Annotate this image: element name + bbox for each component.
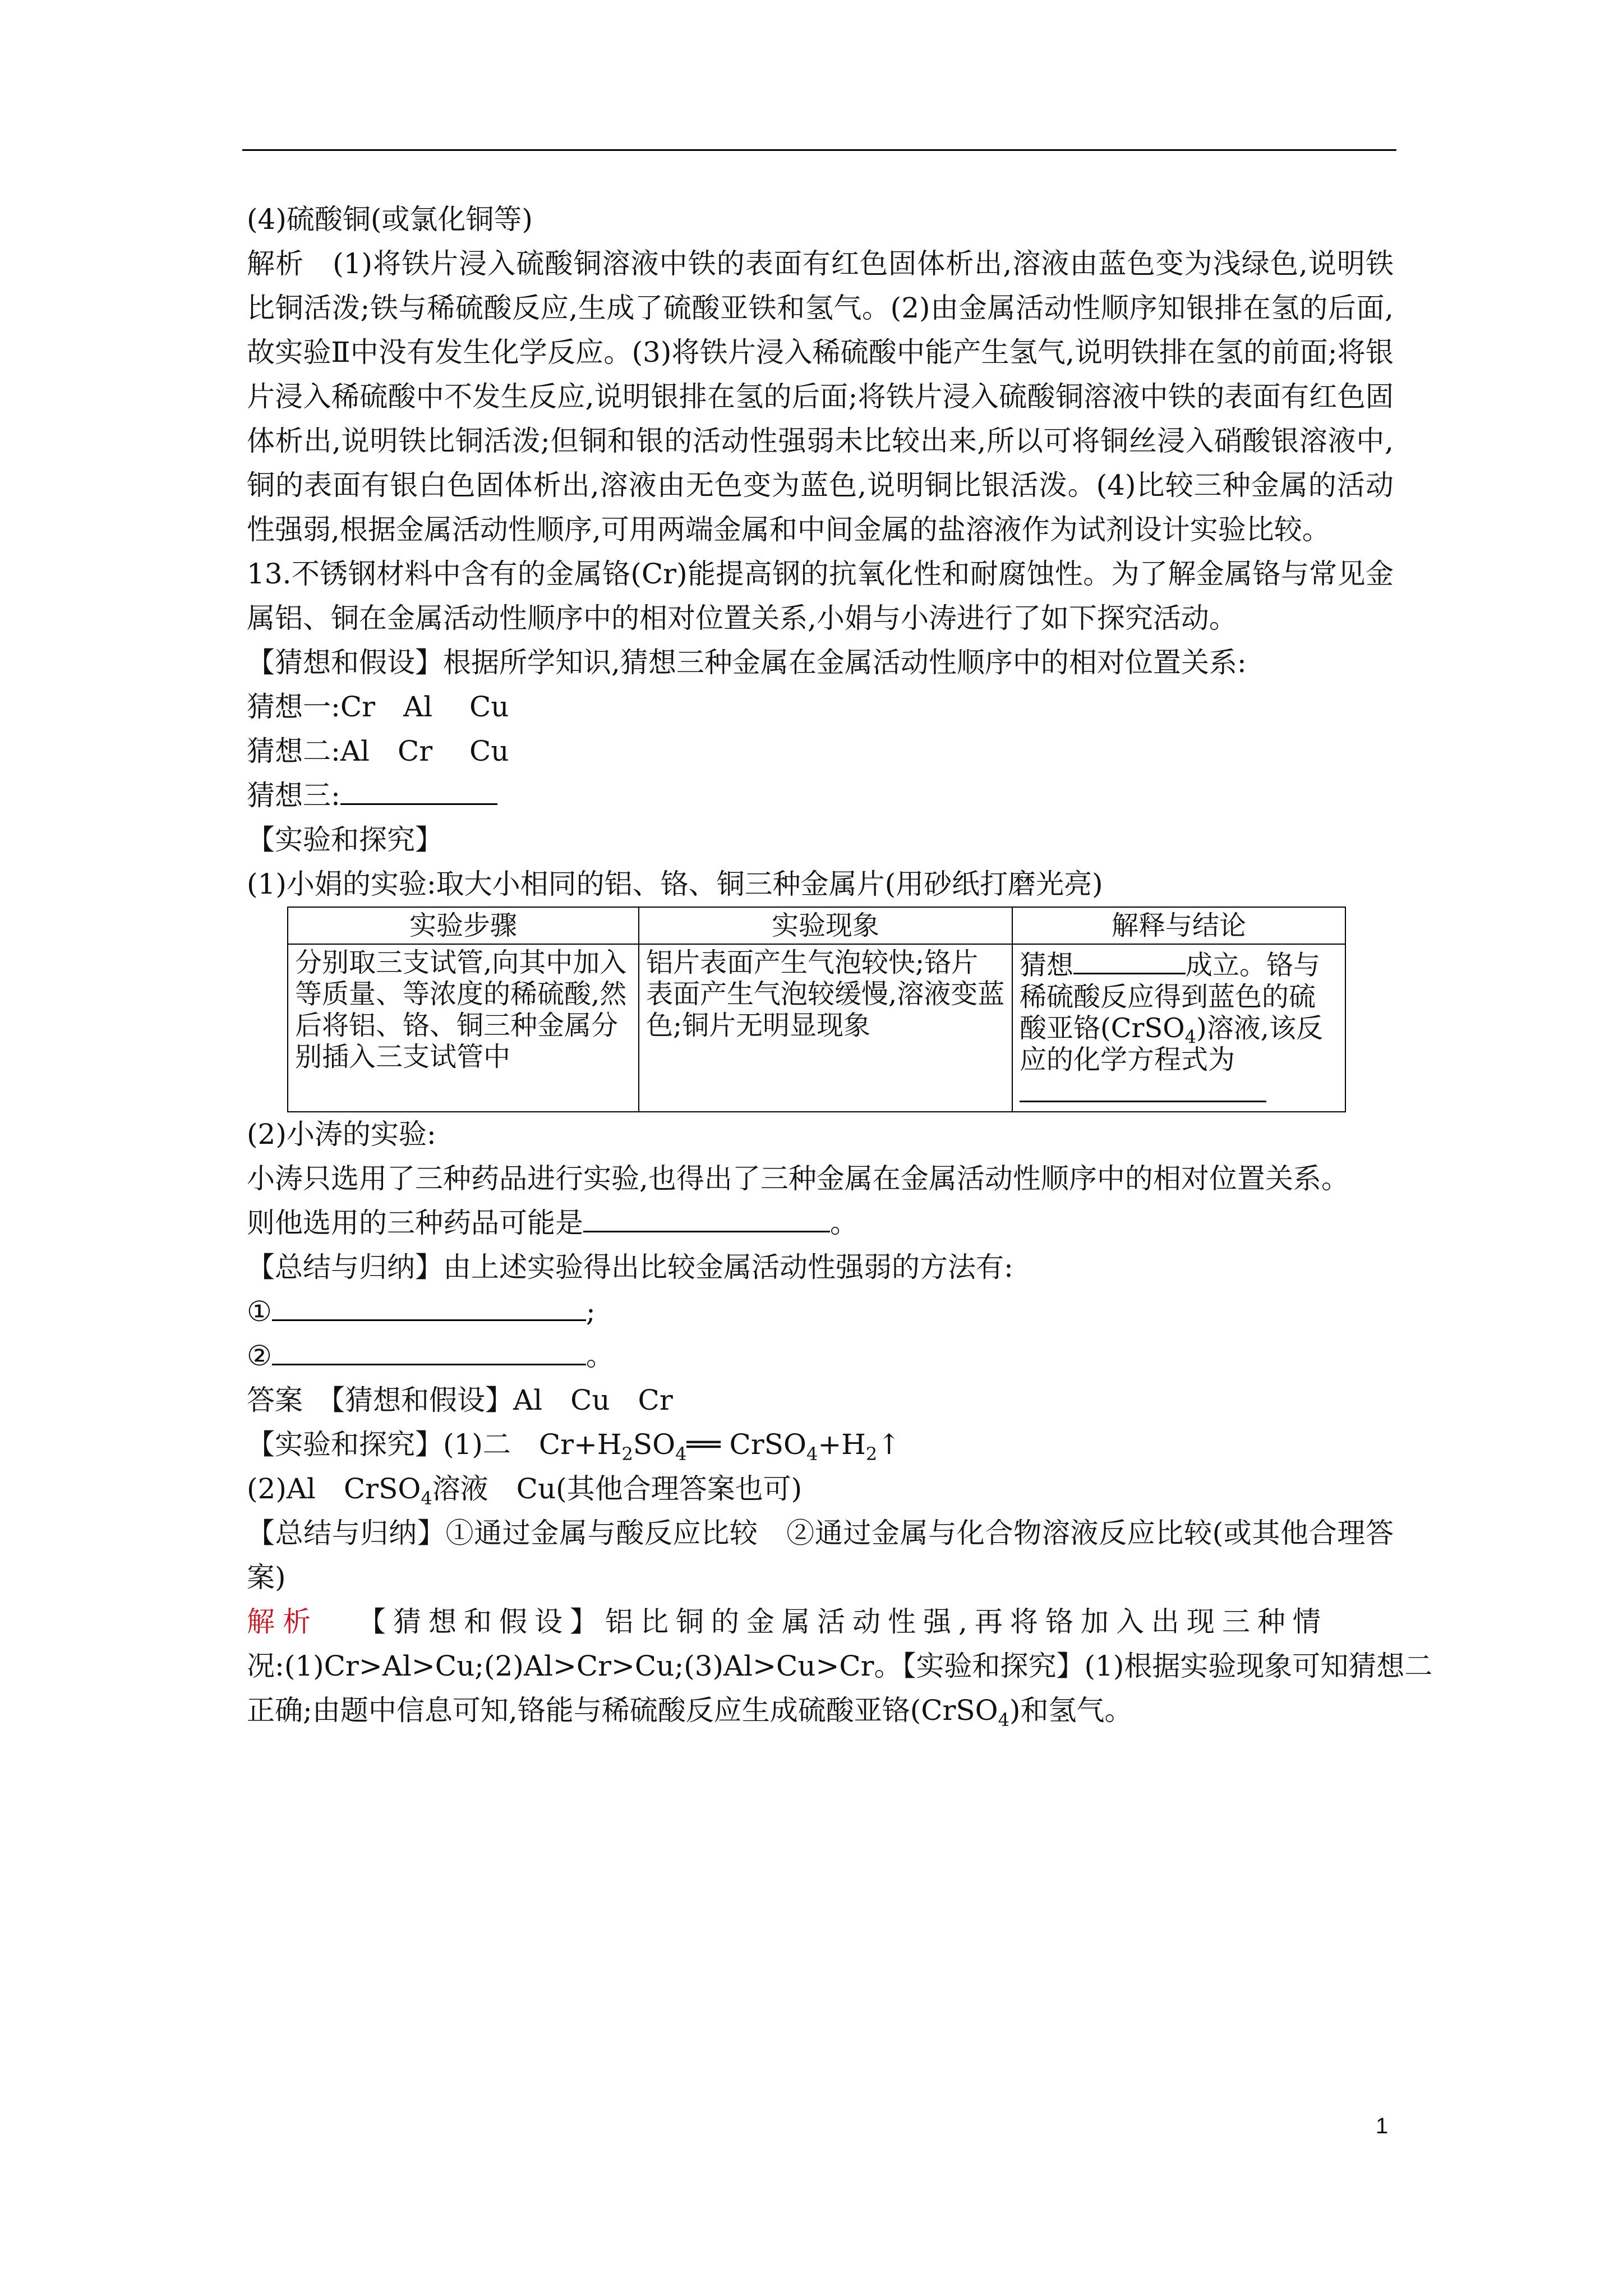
summary-blank-1[interactable] bbox=[272, 1293, 586, 1322]
header-rule bbox=[242, 149, 1396, 151]
answer-experiment-2: (2)Al CrSO$_4$溶液 Cu(其他合理答案也可) bbox=[247, 1473, 803, 1510]
reagents-blank[interactable] bbox=[583, 1204, 830, 1233]
summary-blank-2[interactable] bbox=[272, 1337, 586, 1366]
question-13: 13.不锈钢材料中含有的金属铬(Cr)能提高钢的抗氧化性和耐腐蚀性。为了解金属铬与常见金属铝、铜在金属活动性顺序中的相对位置关系,小娟与小涛进行了如下探究活动。 bbox=[247, 558, 1394, 634]
hypothesis-intro: 【猜想和假设】根据所学知识,猜想三种金属在金属活动性顺序中的相对位置关系: bbox=[247, 646, 1247, 679]
answer-line-4: (4)硫酸铜(或氯化铜等) bbox=[247, 203, 533, 236]
experiment-table bbox=[287, 907, 1346, 1112]
guess-1: 猜想一:Cr Al Cu bbox=[247, 691, 509, 723]
table-header: 实验步骤 bbox=[288, 907, 639, 944]
table-header: 实验现象 bbox=[639, 907, 1012, 944]
guess-2: 猜想二:Al Cr Cu bbox=[247, 735, 509, 767]
answer-summary: 【总结与归纳】①通过金属与酸反应比较 ②通过金属与化合物溶液反应比较(或其他合理答案) bbox=[247, 1517, 1394, 1594]
table-cell-phenomena: 铝片表面产生气泡较快;铬片表面产生气泡较缓慢,溶液变蓝色;铜片无明显现象 bbox=[639, 944, 1012, 1112]
experiment-1-intro: (1)小娟的实验:取大小相同的铝、铬、铜三种金属片(用砂纸打磨光亮) bbox=[247, 868, 1103, 900]
conclusion-guess-blank[interactable] bbox=[1073, 947, 1186, 974]
table-header: 解释与结论 bbox=[1012, 907, 1345, 944]
answer-experiment-1: 【实验和探究】(1)二 $Cr+H_2SO_4══$ $CrSO_4+H_2↑$ bbox=[247, 1428, 901, 1465]
experiment-2-question: 则他选用的三种药品可能是 。 bbox=[247, 1201, 1394, 1245]
analysis-line-1: 解析 【猜想和假设】铝比铜的金属活动性强,再将铬加入出现三种情 bbox=[247, 1605, 1328, 1639]
equation-blank[interactable] bbox=[1020, 1075, 1266, 1103]
experiment-heading: 【实验和探究】 bbox=[247, 823, 443, 856]
previous-analysis: 解析 (1)将铁片浸入硫酸铜溶液中铁的表面有红色固体析出,溶液由蓝色变为浅绿色,说明铁比铜活泼;铁与稀硫酸反应,生成了硫酸亚铁和氢气。(2)由金属活动性顺序知银排在氢的后面,故实验Ⅱ中没有发生化学反应。(3)将铁片浸入稀硫酸中能产生氢气,说明铁排在氢的前面;将银片浸入稀硫酸中不发生反应,说明银排在氢的后面;将铁片浸入硫酸铜溶液中铁的表面有红色固体析出,说明铁比铜活泼;但铜和银的活动性强弱未比较出来,所以可将铜丝浸入硝酸银溶液中,铜的表面有银白色固体析出,溶液由无色变为蓝色,说明铜比银活泼。(4)比较三种金属的活动性强弱,根据金属活动性顺序,可用两端金属和中间金属的盐溶液作为试剂设计实验比较。 bbox=[247, 247, 1394, 546]
table-cell-conclusion: 猜想 成立。铬与稀硫酸反应得到蓝色的硫酸亚铬(CrSO$_4$)溶液,该反应的化学方程式为 bbox=[1012, 944, 1345, 1112]
summary-item-1: ① ; bbox=[247, 1290, 1394, 1334]
guess-3-blank[interactable] bbox=[340, 777, 497, 806]
analysis-label: 解析 bbox=[247, 1605, 319, 1639]
answer-hypothesis: 答案 【猜想和假设】Al Cu Cr bbox=[247, 1384, 673, 1417]
document-body bbox=[247, 197, 1433, 1733]
summary-item-2: ② 。 bbox=[247, 1334, 1394, 1378]
experiment-2-intro: (2)小涛的实验: bbox=[247, 1118, 436, 1151]
analysis-line-3: 正确;由题中信息可知,铬能与稀硫酸反应生成硫酸亚铬(CrSO$_4$)和氢气。 bbox=[247, 1694, 1133, 1731]
experiment-2-text: 小涛只选用了三种药品进行实验,也得出了三种金属在金属活动性顺序中的相对位置关系。 bbox=[247, 1162, 1349, 1195]
analysis-line-2: 况:(1)Cr>Al>Cu;(2)Al>Cr>Cu;(3)Al>Cu>Cr。【实验和探究】(1)根据实验现象可知猜想二 bbox=[247, 1650, 1433, 1683]
table-cell-steps: 分别取三支试管,向其中加入等质量、等浓度的稀硫酸,然后将铝、铬、铜三种金属分别插入三支试管中 bbox=[288, 944, 639, 1112]
page-number: 1 bbox=[1376, 2114, 1389, 2138]
summary-intro: 【总结与归纳】由上述实验得出比较金属活动性强弱的方法有: bbox=[247, 1251, 1013, 1284]
guess-3: 猜想三: bbox=[247, 774, 1394, 818]
